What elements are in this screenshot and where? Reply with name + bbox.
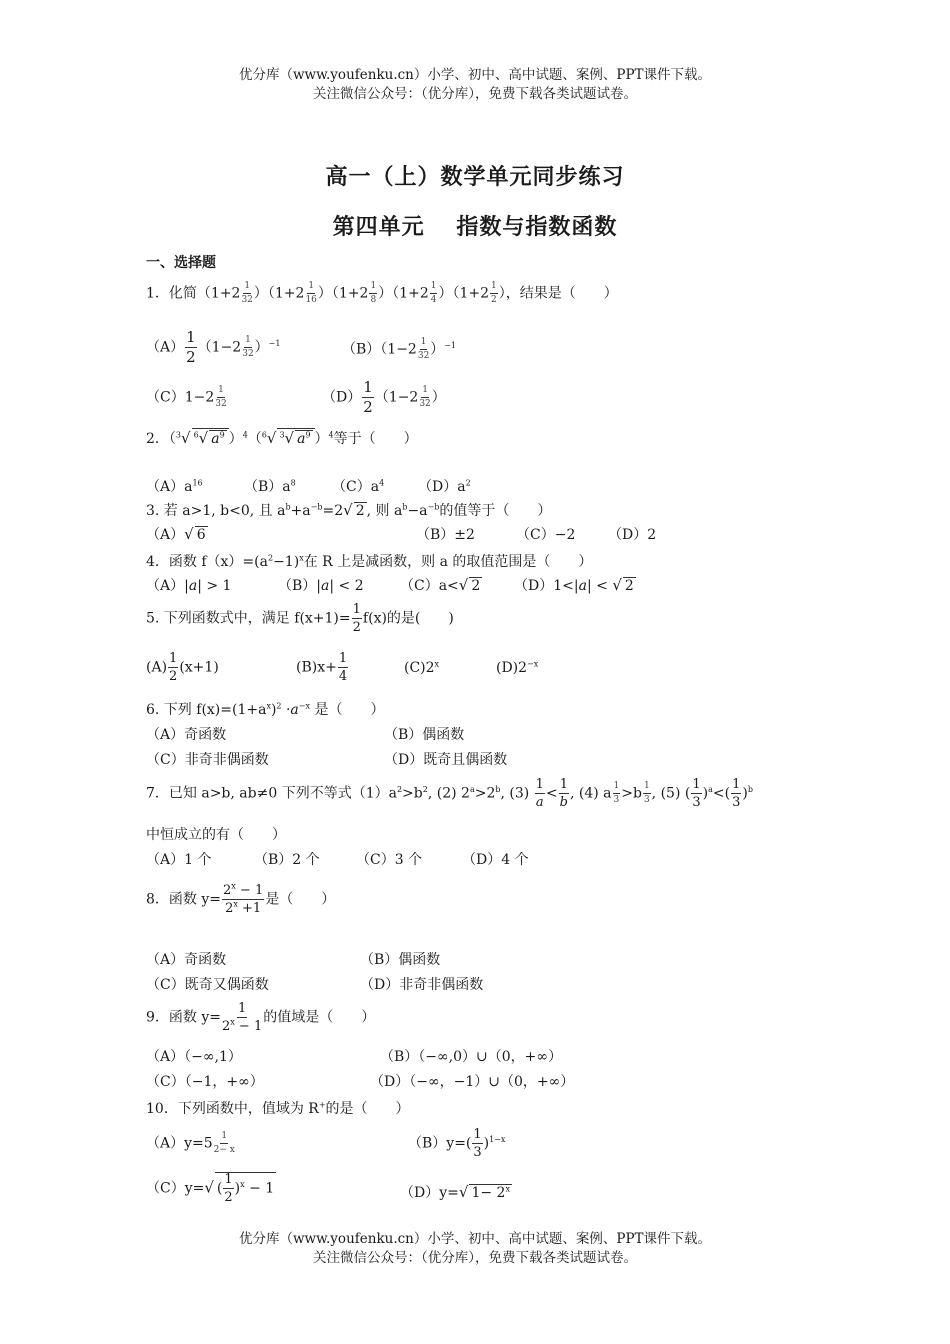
option-b[interactable]: （B）±2 [416,527,475,543]
option-d[interactable]: （D）4 个 [462,852,529,868]
option-b[interactable]: $(B)a^8$ [244,478,296,495]
option-c[interactable]: (C)2$^x$ [404,659,440,676]
option-d[interactable]: （D）y=√ $1- 2^x$ [400,1183,510,1201]
option-b[interactable]: （B）偶函数 [384,727,465,743]
question-2: 2．（$^3$√ $^6$√ $a^9$ ）$^4$（$^6$√ $^3$√ $a^9$ ）$^4$等于（ ） [146,429,418,447]
option-c[interactable]: （C）非奇非偶函数 [146,752,269,768]
option-d[interactable]: （D）1<|a| < √ 2 [514,576,634,594]
question-7: 7．已知 a>b, ab≠0 下列不等式$(1)a^2>b^2$, (2) $2^a>2^b$, (3) $\frac{1}{a}$ < $\frac{1}{b}$ , (4) a $\frac{1}{3}$ >b $\frac{1}{3}$ , (5) ( $\frac{1}{3}$ )$^a$<( $\frac{1}{3}$ )$^b$ [146,777,753,810]
option-c[interactable]: （C）3 个 [356,852,423,868]
option-a[interactable]: （A）|a| > 1 [146,578,232,594]
option-b[interactable]: （B）（1−2 $\frac{1}{32}$ ）$^{-1}$ [342,337,457,361]
option-b[interactable]: （B）y=( $\frac{1}{3}$ )$^{1-x}$ [408,1127,506,1160]
option-c[interactable]: （C）−2 [516,527,576,543]
option-b[interactable]: （B）偶函数 [360,952,441,968]
option-a[interactable]: （A）奇函数 [146,952,227,968]
option-a[interactable]: （A）奇函数 [146,727,227,743]
option-b[interactable]: （B）2 个 [254,852,320,868]
fraction: $\frac{1}{32}$ [241,281,253,305]
question-5: 5. 下列函数式中，满足 f(x+1)= $\frac{1}{2}$ f(x)的是( ) [146,602,454,635]
question-1: 1．化简（1+2 $\frac{1}{32}$ ）（1+2 $\frac{1}{16}$ ）（1+2 $\frac{1}{8}$ ）（1+2 $\frac{1}{4}$ ）（1+2 $\frac{1}{2}$ ），结果是（ ） [146,281,618,305]
option-d[interactable]: $(D)a^2$ [418,478,471,495]
question-3: 3. 若 a>1, b<0, 且 $a^b+a^{-b}=2√$ 2 , 则 $a^b-a^{-b}$的值等于（ ） [146,501,552,519]
banner-line-2: 关注微信公众号：（优分库），免费下载各类试题试卷。 [313,1250,637,1266]
banner-line-1: 优分库（www.youfenku.cn）小学、初中、高中试题、案例、PPT课件下载。 [238,67,712,83]
option-a[interactable]: (A) $\frac{1}{2}$ (x+1) [146,651,219,684]
question-9: 9．函数 y= $\frac{1}{2^x - 1}$ 的值域是（ ） [146,1001,376,1034]
option-b[interactable]: （B）（−∞,0）∪（0，+∞） [380,1049,563,1065]
option-c[interactable]: （C）y=√ ( $\frac{1}{2}$ )$^x$ − 1 [146,1172,275,1205]
option-d[interactable]: （D） $\frac{1}{2}$ （1−2 $\frac{1}{32}$ ） [322,378,446,416]
option-c[interactable]: （C）a<√ 2 [400,576,481,594]
option-a[interactable]: （A）（−∞,1） [146,1049,242,1065]
option-d[interactable]: （D）既奇且偶函数 [384,752,508,768]
banner-line-2: 关注微信公众号：（优分库），免费下载各类试题试卷。 [313,86,637,102]
option-d[interactable]: （D）（−∞，−1）∪（0，+∞） [370,1074,575,1090]
option-d[interactable]: （D）非奇非偶函数 [360,977,484,993]
question-4: 4．函数 $f(x)=(a^2-1)^x$在 R 上是减函数，则 a 的取值范围是（ ） [146,553,593,570]
question-8: 8．函数 y= $\frac{2^x - 1}{2^x +1}$ 是（ ） [146,881,336,916]
option-a[interactable]: （A） $\frac{1}{2}$ （1−2 $\frac{1}{32}$ ）$^{-1}$ [146,328,281,366]
option-a[interactable]: （A）y=5 $\frac{1}{2- x}$ [146,1131,235,1155]
option-c[interactable]: （C）既奇又偶函数 [146,977,269,993]
option-d[interactable]: $(D)2^{-x}$ [496,659,539,676]
option-d[interactable]: （D）2 [608,527,657,543]
question-10: 10．下列函数中，值域为 R+的是（ ） [146,1100,410,1117]
top-banner [0,66,950,104]
option-a[interactable]: （A）1 个 [146,852,212,868]
page-title: 高一（上）数学单元同步练习 [325,165,625,190]
option-c[interactable]: （C）1−2 $\frac{1}{32}$ [146,385,227,409]
question-7-line-2: 中恒成立的有（ ） [146,827,286,843]
bottom-banner [0,1230,950,1268]
question-6: 6. 下列 $f(x)=(1+a^x)^2 \cdot a^{-x}$ 是（ ） [146,701,385,718]
option-b[interactable]: （B）|a| < 2 [278,578,364,594]
option-a[interactable]: $(A)a^{16}$ [146,478,203,495]
option-c[interactable]: $(C)a^4$ [332,478,385,495]
option-c[interactable]: （C）（−1，+∞） [146,1074,264,1090]
option-a[interactable]: （A）√ 6 [146,525,206,543]
section-heading: 一、选择题 [146,255,216,271]
option-b[interactable]: (B)x+ $\frac{1}{4}$ [296,651,348,684]
unit-title: 第四单元 指数与指数函数 [332,215,618,240]
banner-line-1: 优分库（www.youfenku.cn）小学、初中、高中试题、案例、PPT课件下载。 [238,1231,712,1247]
